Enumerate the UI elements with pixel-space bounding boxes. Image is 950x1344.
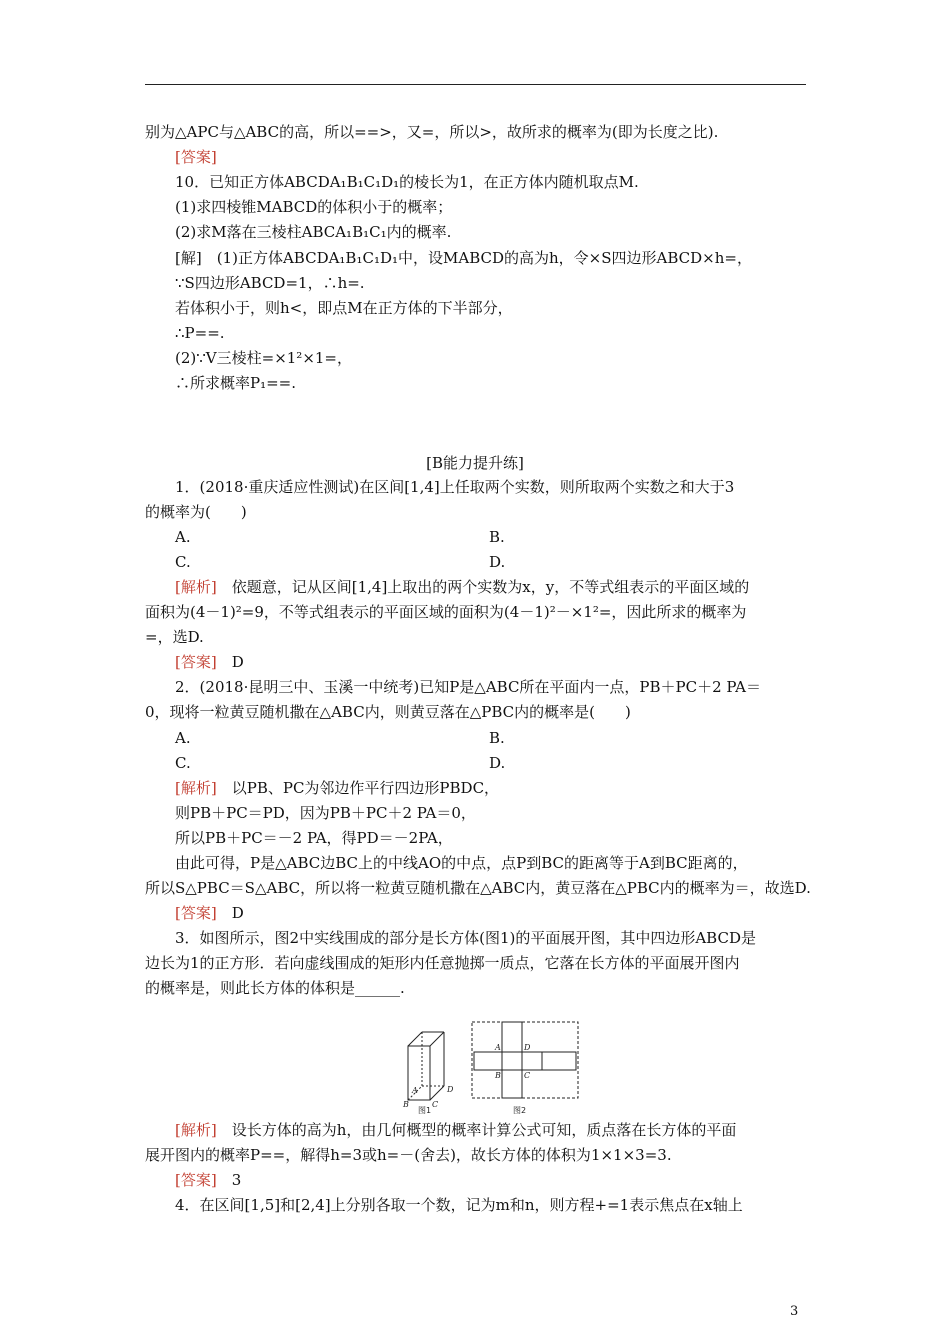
option-b: B.: [489, 729, 505, 747]
question-10: 10．已知正方体ABCDA₁B₁C₁D₁的棱长为1，在正方体内随机取点M.: [175, 173, 639, 191]
answer-value: D: [231, 904, 244, 922]
question-3: 边长为1的正方形．若向虚线围成的矩形内任意抛掷一质点，它落在长方体的平面展开图内: [145, 954, 740, 972]
fig2-label-a: A: [495, 1043, 501, 1052]
question-4: 4．在区间[1,5]和[2,4]上分别各取一个数，记为m和n，则方程+=1表示焦点在x轴上: [175, 1196, 743, 1214]
fig1-label-c: C: [432, 1100, 439, 1109]
fig2-label-b: B: [495, 1071, 501, 1080]
fig2-label-d: D: [524, 1043, 531, 1052]
option-c: C.: [175, 553, 191, 571]
question-10-part1: (1)求四棱锥MABCD的体积小于的概率；: [175, 198, 453, 216]
solution-line: (2)∵V三棱柱=×1²×1=，: [175, 349, 352, 367]
analysis-tag: [解析]: [175, 1121, 217, 1139]
analysis-line: 展开图内的概率P==，解得h=3或h=－(舍去)，故长方体的体积为1×1×3=3.: [145, 1146, 672, 1164]
analysis-line: 由此可得，P是△ABC边BC上的中线AO的中点，点P到BC的距离等于A到BC距离的，: [175, 854, 748, 872]
analysis-line: 所以S△PBC＝S△ABC，所以将一粒黄豆随机撒在△ABC内，黄豆落在△PBC内的概率为＝，故选D.: [145, 879, 811, 897]
analysis-line: 面积为(4－1)²=9，不等式组表示的平面区域的面积为(4－1)²－×1²=，因此所求的概率为: [145, 603, 747, 621]
answer-line: [175, 652, 244, 672]
fig1-label-b: B: [403, 1100, 409, 1109]
analysis-tag: [解析]: [175, 578, 217, 596]
question-3: 的概率是，则此长方体的体积是______.: [145, 979, 405, 997]
analysis-tag: [解析]: [175, 779, 217, 797]
fig2-label-c: C: [524, 1071, 531, 1080]
analysis-text: 设长方体的高为h，由几何概型的概率计算公式可知，质点落在长方体的平面: [231, 1121, 737, 1139]
answer-tag: [答案]: [175, 148, 217, 166]
fig1-label-d: D: [447, 1085, 454, 1094]
text-line: 别为△APC与△ABC的高，所以==>，又=，所以>，故所求的概率为(即为长度之比).: [145, 123, 719, 141]
answer-value: D: [231, 653, 244, 671]
answer-tag: [答案]: [175, 653, 217, 671]
analysis-line: [175, 778, 499, 798]
solution-line: ∵S四边形ABCD=1，∴h=.: [175, 274, 365, 292]
answer-line: [175, 1170, 241, 1190]
page-number: 3: [790, 1304, 799, 1319]
answer-line: [175, 903, 244, 923]
question-2: 2．(2018·昆明三中、玉溪一中统考)已知P是△ABC所在平面内一点，PB＋PC＋2 PA＝: [175, 678, 761, 696]
analysis-text: 以PB、PC为邻边作平行四边形PBDC，: [231, 779, 500, 797]
fig2-caption: 图2: [513, 1106, 527, 1114]
question-1: 的概率为( ): [145, 503, 247, 521]
figure: [400, 1020, 586, 1114]
option-b: B.: [489, 528, 505, 546]
header-rule: [145, 84, 806, 85]
option-d: D.: [489, 553, 506, 571]
analysis-line: 所以PB＋PC＝－2 PA，得PD＝－2PA，: [175, 829, 453, 847]
option-d: D.: [489, 754, 506, 772]
fig1-caption: 图1: [418, 1106, 432, 1114]
fig1-label-a: A: [412, 1086, 418, 1095]
option-a: A.: [175, 729, 191, 747]
analysis-line: =，选D.: [145, 628, 204, 646]
analysis-text: 依题意，记从区间[1,4]上取出的两个实数为x，y，不等式组表示的平面区域的: [231, 578, 750, 596]
question-1: 1．(2018·重庆适应性测试)在区间[1,4]上任取两个实数，则所取两个实数之和大于3: [175, 478, 735, 496]
question-2: 0，现将一粒黄豆随机撒在△ABC内，则黄豆落在△PBC内的概率是( ): [145, 703, 631, 721]
figure-2-net: [472, 1022, 578, 1098]
option-a: A.: [175, 528, 191, 546]
answer-tag: [答案]: [175, 904, 217, 922]
analysis-line: [175, 1120, 736, 1140]
answer-tag: [答案]: [175, 1171, 217, 1189]
section-title: [B能力提升练]: [426, 454, 524, 472]
analysis-line: [175, 577, 749, 597]
option-c: C.: [175, 754, 191, 772]
answer-value: 3: [231, 1171, 242, 1189]
solution-line: ∴所求概率P₁==.: [175, 374, 297, 392]
solution-line: [解] (1)正方体ABCDA₁B₁C₁D₁中，设MABCD的高为h，令×S四边形ABCD×h=，: [175, 249, 752, 267]
analysis-line: 则PB＋PC＝PD，因为PB＋PC＋2 PA＝0，: [175, 804, 476, 822]
solution-line: 若体积小于，则h<，即点M在正方体的下半部分，: [175, 299, 513, 317]
solution-line: ∴P==.: [175, 324, 225, 342]
question-3: 3．如图所示，图2中实线围成的部分是长方体(图1)的平面展开图，其中四边形ABCD是: [175, 929, 756, 947]
question-10-part2: (2)求M落在三棱柱ABCA₁B₁C₁内的概率.: [175, 223, 452, 241]
